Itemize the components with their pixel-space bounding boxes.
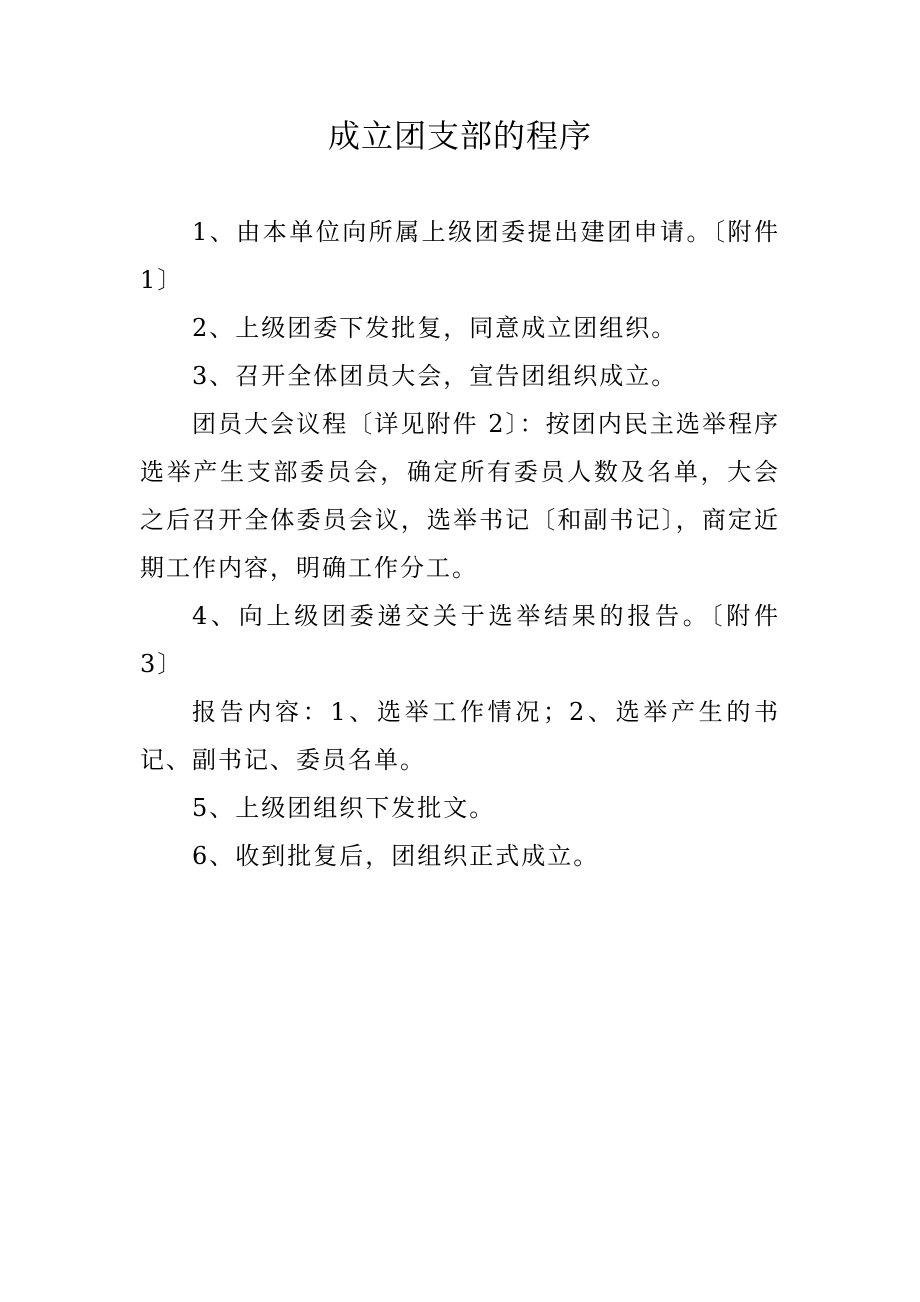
- step-1-paragraph: 1、由本单位向所属上级团委提出建团申请。〔附件 1〕: [140, 218, 780, 294]
- document-body: [140, 208, 780, 880]
- step-4-paragraph: 4、向上级团委递交关于选举结果的报告。〔附件 3〕: [140, 602, 780, 678]
- step-6-paragraph: 6、收到批复后，团组织正式成立。: [192, 842, 600, 870]
- step-2-paragraph: 2、上级团委下发批复，同意成立团组织。: [192, 314, 678, 342]
- document-title: 成立团支部的程序: [327, 117, 592, 155]
- step-5-paragraph: 5、上级团组织下发批文。: [192, 794, 496, 822]
- step-3-paragraph: 3、召开全体团员大会，宣告团组织成立。: [192, 362, 678, 390]
- meeting-agenda-paragraph: 团员大会议程〔详见附件 2〕：按团内民主选举程序选举产生支部委员会，确定所有委员人数及名单，大会之后召开全体委员会议，选举书记〔和副书记〕，商定近期工作内容，明确工作分工。: [140, 410, 780, 582]
- report-content-paragraph: 报告内容：1、选举工作情况；2、选举产生的书记、副书记、委员名单。: [140, 698, 780, 774]
